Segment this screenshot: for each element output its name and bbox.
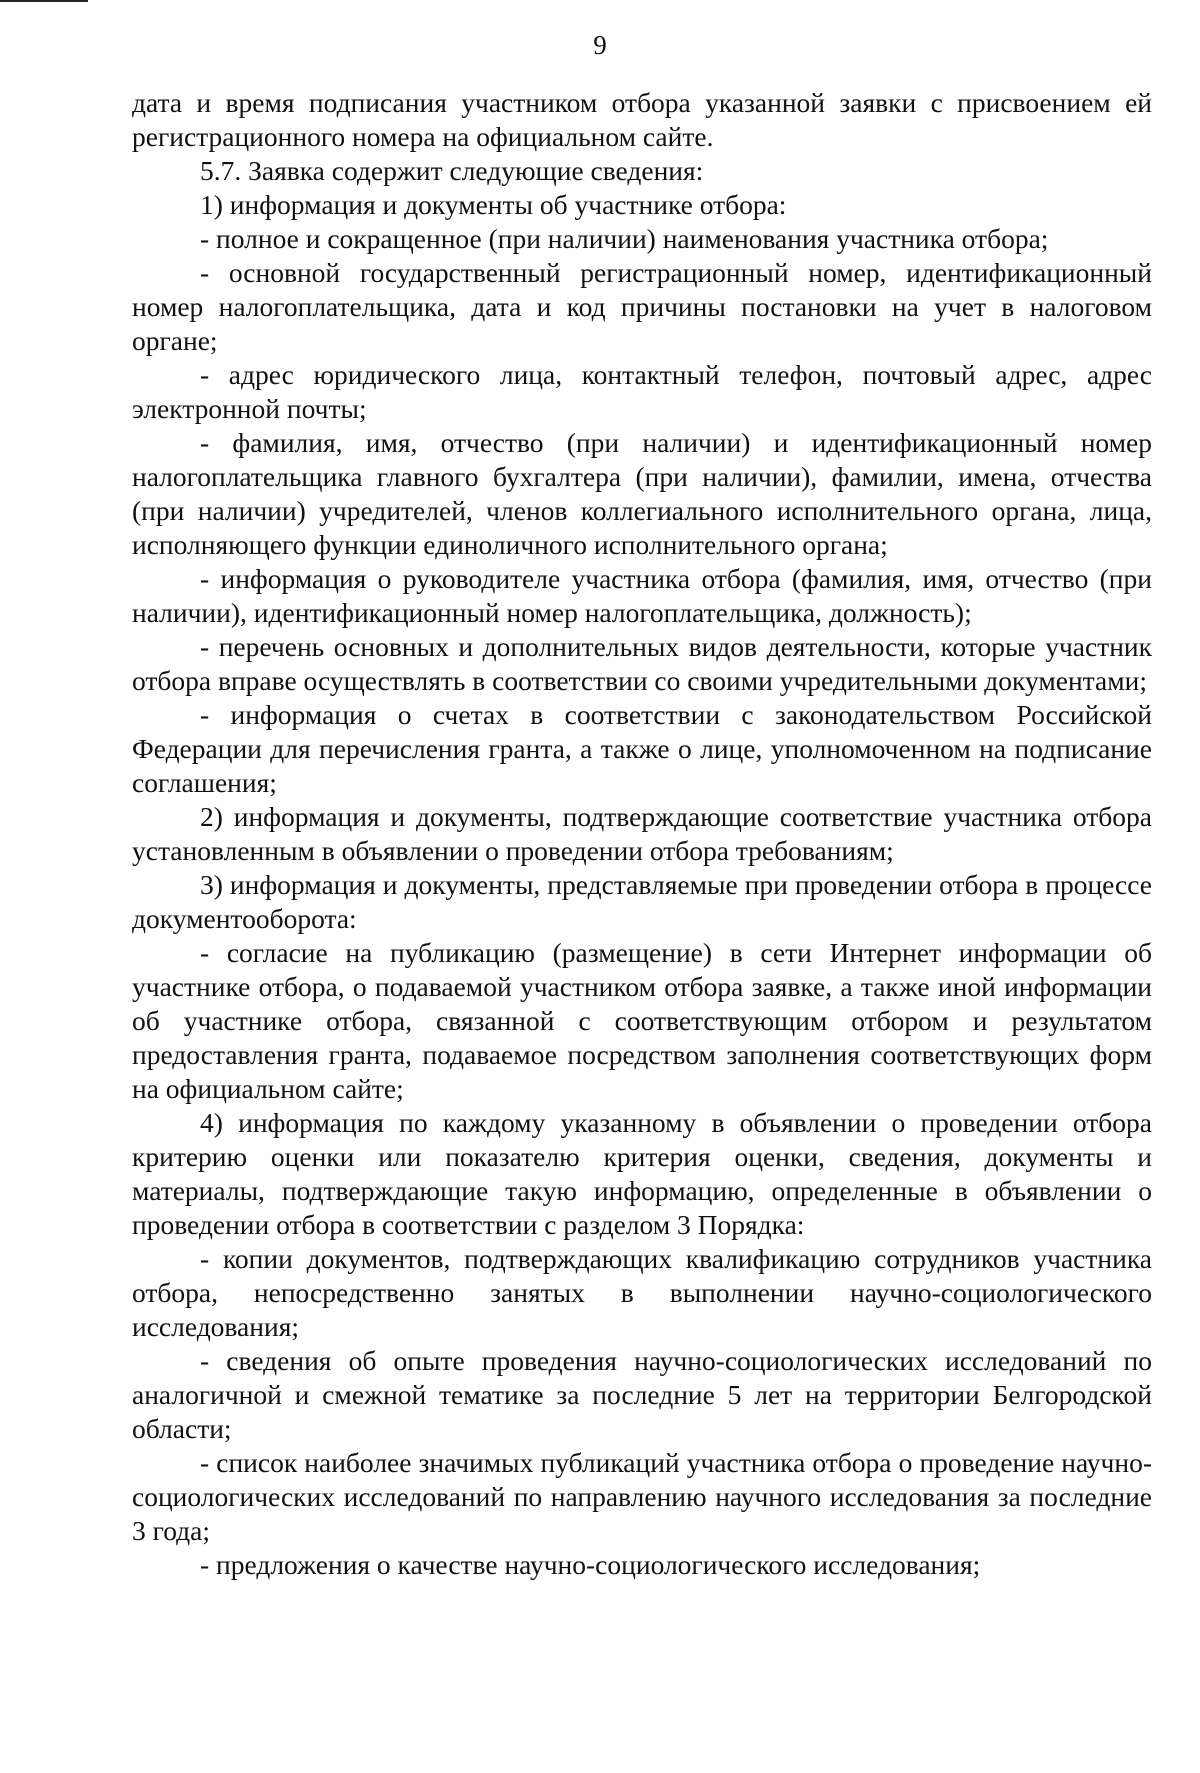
paragraph: - список наиболее значимых публикаций участника отбора о проведение научно-социологических исследований по направлению научного исследования за последние 3 года;: [132, 1447, 1152, 1546]
paragraph: - полное и сокращенное (при наличии) наименования участника отбора;: [200, 223, 1049, 254]
document-body: [132, 86, 1152, 1582]
paragraph: - согласие на публикацию (размещение) в сети Интернет информации об участнике отбора, о подаваемой участником отбора заявке, а также иной информации об участнике отбора, связанной с соответствующим отбором и результатом предоставления гранта, подаваемое посредством заполнения соответствующих форм на официальном сайте;: [132, 937, 1152, 1104]
paragraph: дата и время подписания участником отбора указанной заявки с присвоением ей регистрационного номера на официальном сайте.: [132, 87, 1152, 152]
scan-edge-mark: [0, 0, 88, 2]
paragraph: 2) информация и документы, подтверждающие соответствие участника отбора установленным в объявлении о проведении отбора требованиям;: [132, 801, 1152, 866]
paragraph: - фамилия, имя, отчество (при наличии) и идентификационный номер налогоплательщика главного бухгалтера (при наличии), фамилии, имена, отчества (при наличии) учредителей, членов коллегиального исполнительного органа, лица, исполняющего функции единоличного исполнительного органа;: [132, 427, 1152, 560]
paragraph: 4) информация по каждому указанному в объявлении о проведении отбора критерию оценки или показателю критерия оценки, сведения, документы и материалы, подтверждающие такую информацию, определенные в объявлении о проведении отбора в соответствии с разделом 3 Порядка:: [132, 1107, 1152, 1240]
paragraph: - информация о счетах в соответствии с законодательством Российской Федерации для перечисления гранта, а также о лице, уполномоченном на подписание соглашения;: [132, 699, 1152, 798]
page-number: 9: [593, 30, 607, 60]
paragraph: - копии документов, подтверждающих квалификацию сотрудников участника отбора, непосредственно занятых в выполнении научно-социологического исследования;: [132, 1243, 1152, 1342]
paragraph: - предложения о качестве научно-социологического исследования;: [200, 1549, 981, 1580]
paragraph: 3) информация и документы, представляемые при проведении отбора в процессе документооборота:: [132, 869, 1152, 934]
paragraph: - адрес юридического лица, контактный телефон, почтовый адрес, адрес электронной почты;: [132, 359, 1152, 424]
paragraph: - основной государственный регистрационный номер, идентификационный номер налогоплательщика, дата и код причины постановки на учет в налоговом органе;: [132, 257, 1152, 356]
paragraph: - информация о руководителе участника отбора (фамилия, имя, отчество (при наличии), идентификационный номер налогоплательщика, должность);: [132, 563, 1152, 628]
paragraph: - перечень основных и дополнительных видов деятельности, которые участник отбора вправе осуществлять в соответствии со своими учредительными документами;: [132, 631, 1152, 696]
paragraph: 1) информация и документы об участнике отбора:: [200, 189, 787, 220]
paragraph: - сведения об опыте проведения научно-социологических исследований по аналогичной и смежной тематике за последние 5 лет на территории Белгородской области;: [132, 1345, 1152, 1444]
paragraph: 5.7. Заявка содержит следующие сведения:: [200, 155, 704, 186]
